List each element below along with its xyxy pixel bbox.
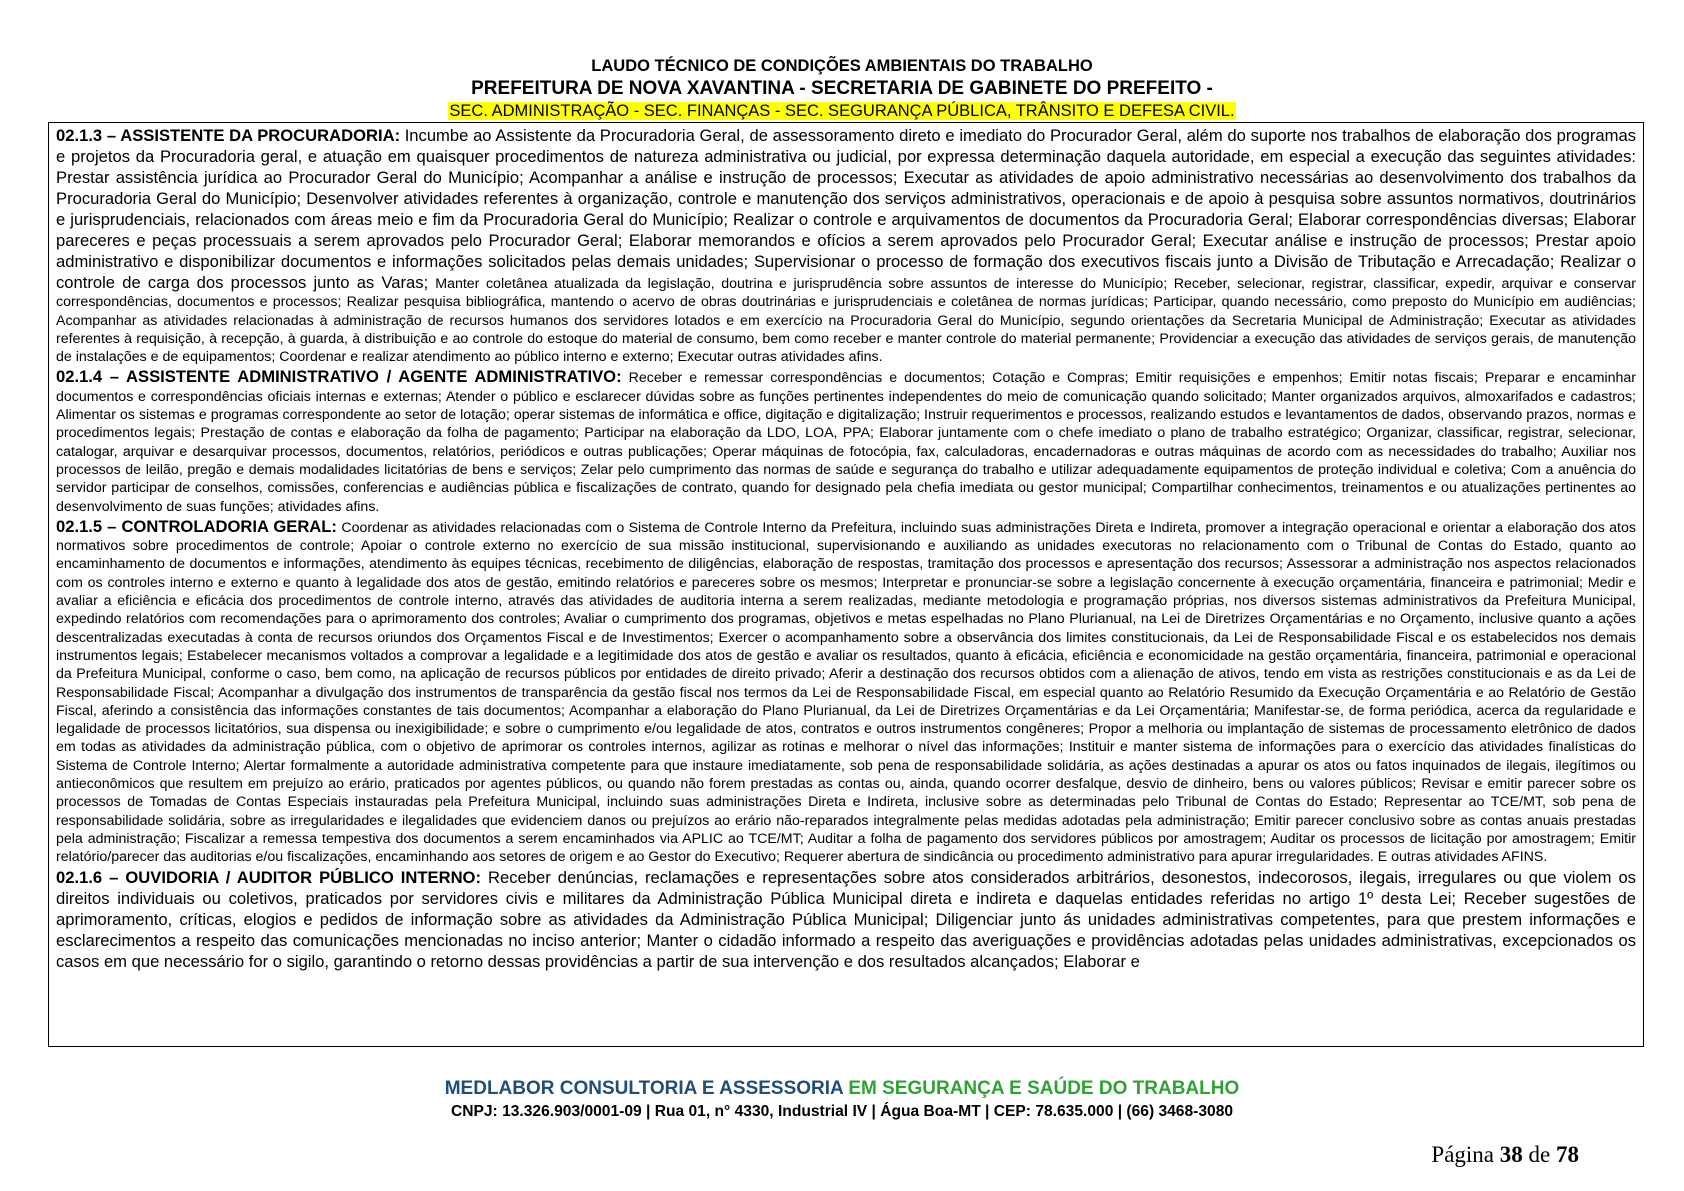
document-footer [0,1077,1684,1122]
organization-title: PREFEITURA DE NOVA XAVANTINA - SECRETARIA DE GABINETE DO PREFEITO - [471,78,1213,99]
departments-line [0,101,1684,122]
page-label: Página [1431,1142,1495,1167]
section-title: 02.1.4 – ASSISTENTE ADMINISTRATIVO / AGENTE ADMINISTRATIVO: [56,367,622,387]
report-title: LAUDO TÉCNICO DE CONDIÇÕES AMBIENTAIS DO TRABALHO [591,57,1093,75]
section-02-1-5 [56,516,1636,867]
section-title: 02.1.5 – CONTROLADORIA GERAL: [56,516,337,536]
section-title: 02.1.6 – OUVIDORIA / AUDITOR PÚBLICO INTERNO: [56,867,481,887]
section-text: Coordenar as atividades relacionadas com o Sistema de Controle Interno da Prefeitura, incluindo suas administrações Direta e Indireta, promover a integração operacional e orientar a elaboração dos atos normativos sobre procedimentos de controle; Apoiar o controle externo no exercício de sua missão institucional, supervisionando e auxiliando as unidades executoras no relacionamento com o Tribunal de Contas do Estado, quanto ao encaminhamento de documentos e informações, atendimento às equipes técnicas, recebimento de diligências, elaboração de respostas, tramitação dos processos e apresentação dos recursos; Assessorar a administração nos aspectos relacionados com os controles interno e externo e quanto à legalidade dos atos de gestão, emitindo relatórios e pareceres sobre os mesmos; Interpretar e pronunciar-se sobre a legislação concernente à execução orçamentária, financeira e patrimonial; Medir e avaliar a eficiência e eficácia dos procedimentos de controle interno, através das atividades de auditoria interna a serem realizadas, mediante metodologia e programação próprias, nos diversos sistemas administrativos da Prefeitura Municipal, expedindo relatórios com recomendações para o aprimoramento dos controles; Avaliar o cumprimento dos programas, objetivos e metas espelhadas no Plano Plurianual, na Lei de Diretrizes Orçamentárias e no Orçamento, inclusive quanto a ações descentralizadas executadas à conta de recursos oriundos dos Orçamentos Fiscal e de Investimentos; Exercer o acompanhamento sobre a observância dos limites constitucionais, da Lei de Responsabilidade Fiscal e os estabelecidos nos demais instrumentos legais; Estabelecer mecanismos voltados a comprovar a legalidade e a legitimidade dos atos de gestão e avaliar os resultados, quanto à eficácia, eficiência e economicidade na gestão orçamentária, financeira, patrimonial e operacional da Prefeitura Municipal, conforme o caso, bem como, na aplicação de recursos públicos por entidades de direito privado; Aferir a destinação dos recursos obtidos com a alienação de ativos, tendo em vista as restrições constitucionais e as da Lei de Responsabilidade Fiscal; Acompanhar a divulgação dos instrumentos de transparência da gestão fiscal nos termos da Lei de Responsabilidade Fiscal, em especial quanto ao Relatório Resumido da Execução Orçamentária e ao Relatório de Gestão Fiscal, aferindo a consistência das informações constantes de tais documentos; Acompanhar a elaboração do Plano Plurianual, da Lei de Diretrizes Orçamentárias e da Lei Orçamentária; Manifestar-se, de forma periódica, acerca da regularidade e legalidade de processos licitatórios, sua dispensa ou inexigibilidade; e sobre o cumprimento e/ou legalidade de atos, contratos e outros instrumentos congêneres; Propor a melhoria ou implantação de sistemas de processamento eletrônico de dados em todas as atividades da administração pública, com o objetivo de aprimorar os controles internos, agilizar as rotinas e melhorar o nível das informações; Instituir e manter sistema de informações para o exercício das atividades finalísticas do Sistema de Controle Interno; Alertar formalmente a autoridade administrativa competente para que instaure imediatamente, sob pena de responsabilidade solidária, as ações destinadas a apurar os atos ou fatos inquinados de ilegais, ilegítimos ou antieconômicos que resultem em prejuízo ao erário, praticados por agentes públicos, ou quando não forem prestadas as contas ou, ainda, quando ocorrer desfalque, desvio de dinheiro, bens ou valores públicos; Revisar e emitir parecer sobre os processos de Tomadas de Contas Especiais instauradas pela Prefeitura Municipal, incluindo suas administrações Direta e Indireta, inclusive sobre as determinadas pelo Tribunal de Contas do Estado; Representar ao TCE/MT, sob pena de responsabilidade solidária, sobre as irregularidades e ilegalidades que evidenciem danos ou prejuízos ao erário não-reparados integralmente pelas medidas adotadas pela administração; Emitir parecer conclusivo sobre as contas anuais prestadas pela administração; Fiscalizar a remessa tempestiva dos documentos a serem encaminhados via APLIC ao TCE/MT; Auditar a folha de pagamento dos servidores públicos por amostragem; Auditar os processos de licitação por amostragem; Emitir relatório/parecer das auditorias e/ou fiscalizações, encaminhando aos setores de origem e ao Gestor do Executivo; Requerer abertura de sindicância ou procedimento administrativo para apurar irregularidades. E outras atividades AFINS. [56,519,1636,866]
section-02-1-3 [56,125,1636,366]
page-total: 78 [1556,1142,1579,1167]
company-name-blue: MEDLABOR CONSULTORIA E ASSESSORIA [444,1078,844,1099]
section-02-1-4 [56,366,1636,515]
section-text: Incumbe ao Assistente da Procuradoria Geral, de assessoramento direto e imediato do Procurador Geral, além do suporte nos trabalhos de elaboração dos programas e projetos da Procuradoria geral, e atuação em quaisquer procedimentos de natureza administrativa ou judicial, por expressa determinação daquela autoridade, em especial a execução das seguintes atividades: Prestar assistência jurídica ao Procurador Geral do Município; Acompanhar a análise e instrução de processos; Executar as atividades de apoio administrativo necessárias ao desenvolvimento dos trabalhos da Procuradoria Geral do Município; Desenvolver atividades referentes à organização, controle e manutenção dos serviços administrativos, operacionais e de apoio à pesquisa sobre assuntos normativos, doutrinários e jurisprudenciais, relacionados com áreas meio e fim da Procuradoria Geral do Município; Realizar o controle e arquivamentos de documentos da Procuradoria Geral; Elaborar correspondências diversas; Elaborar pareceres e peças processuais a serem aprovados pelo Procurador Geral; Elaborar memorandos e ofícios a serem aprovados pelo Procurador Geral; Executar análise e instrução de processos; Prestar apoio administrativo e disponibilizar documentos e informações solicitados pelas demais unidades; Supervisionar o processo de formação dos executivos fiscais junto a Divisão de Tributação e Arrecadação; Realizar o controle de carga dos processos junto as Varas; [56,126,1636,292]
content-box [48,122,1644,1047]
section-title: 02.1.3 – ASSISTENTE DA PROCURADORIA: [56,126,401,145]
section-text-small: Manter coletânea atualizada da legislação, doutrina e jurisprudência sobre assuntos de interesse do Município; Receber, selecionar, registrar, classificar, expedir, arquivar e conservar correspondências, documentos e processos; Realizar pesquisa bibliográfica, mantendo o acervo de obras doutrinárias e jurisprudenciais e coletânea de normas jurídicas; Participar, quando necessário, como preposto do Município em audiências; Acompanhar as atividades relacionadas à administração de recursos humanos dos servidores lotados e em exercício na Procuradoria Geral do Município, segundo orientações da Secretaria Municipal de Administração; Executar as atividades referentes à requisição, à recepção, à guarda, à distribuição e ao controle do estoque do material de consumo, bem como receber e manter controle do material permanente; Providenciar a execução das atividades de serviços gerais, de manutenção de instalações e de equipamentos; Coordenar e realizar atendimento ao público interno e externo; Executar outras atividades afins. [56,276,1636,366]
highlighted-departments: SEC. ADMINISTRAÇÃO - SEC. FINANÇAS - SEC. SEGURANÇA PÚBLICA, TRÂNSITO E DEFESA CIVIL. [449,102,1235,120]
company-name [0,1077,1684,1101]
document-header [0,56,1684,122]
page-number [1431,1142,1579,1168]
section-02-1-6 [56,867,1636,972]
section-text: Receber denúncias, reclamações e representações sobre atos considerados arbitrários, desonestos, indecorosos, ilegais, irregulares ou que violem os direitos individuais ou coletivos, praticados por servidores civis e militares da Administração Pública Municipal direta e indireta e daquelas entidades referidas no artigo 1º desta Lei; Receber sugestões de aprimoramento, críticas, elogios e pedidos de informação sobre as atividades da Administração Pública Municipal; Diligenciar junto ás unidades administrativas competentes, para que prestem informações e esclarecimentos a respeito das comunicações mencionadas no inciso anterior; Manter o cidadão informado a respeito das averiguações e providências adotadas pelas unidades administrativas, excepcionados os casos em que necessário for o sigilo, garantindo o retorno dessas providências a partir de sua intervenção e dos resultados alcançados; Elaborar e [56,867,1636,971]
section-text: Receber e remessar correspondências e documentos; Cotação e Compras; Emitir requisições e empenhos; Emitir notas fiscais; Preparar e encaminhar documentos e correspondências oficiais internas e externas; Atender o público e esclarecer dúvidas sobre as funções pertinentes independentes do meio de comunicação quando solicitado; Manter organizados arquivos, almoxarifados e cadastros; Alimentar os sistemas e programas correspondente ao setor de lotação; operar sistemas de informática e office, digitação e digitalização; Instruir requerimentos e processos, realizando estudos e levantamentos de dados, observando prazos, normas e procedimentos legais; Prestação de contas e elaboração da folha de pagamento; Participar na elaboração da LDO, LOA, PPA; Elaborar juntamente com o chefe imediato o plano de trabalho estratégico; Organizar, classificar, registrar, selecionar, catalogar, arquivar e desarquivar processos, documentos, relatórios, periódicos e outras publicações; Operar máquinas de fotocópia, fax, calculadoras, encadernadoras e outras máquinas de acordo com as necessidades do trabalho; Auxiliar nos processos de leilão, pregão e demais modalidades licitatórias de bens e serviços; Zelar pelo cumprimento das normas de saúde e segurança do trabalho e utilizar adequadamente equipamentos de proteção individual e coletiva; Com a anuência do servidor participar de conselhos, comissões, conferencias e audiências pública e fiscalizações de contrato, quando for designado pela chefia imediata ou gestor municipal; Compartilhar conhecimentos, treinamentos e ou atualizações pertinentes ao desenvolvimento de suas funções; atividades afins. [56,370,1637,515]
page-current: 38 [1499,1142,1523,1167]
company-name-green: EM SEGURANÇA E SAÚDE DO TRABALHO [848,1078,1240,1099]
page-of: de [1528,1142,1551,1167]
company-address: CNPJ: 13.326.903/0001-09 | Rua 01, n° 4330, Industrial IV | Água Boa-MT | CEP: 78.635.000 | (66) 3468-3080 [450,1103,1234,1120]
